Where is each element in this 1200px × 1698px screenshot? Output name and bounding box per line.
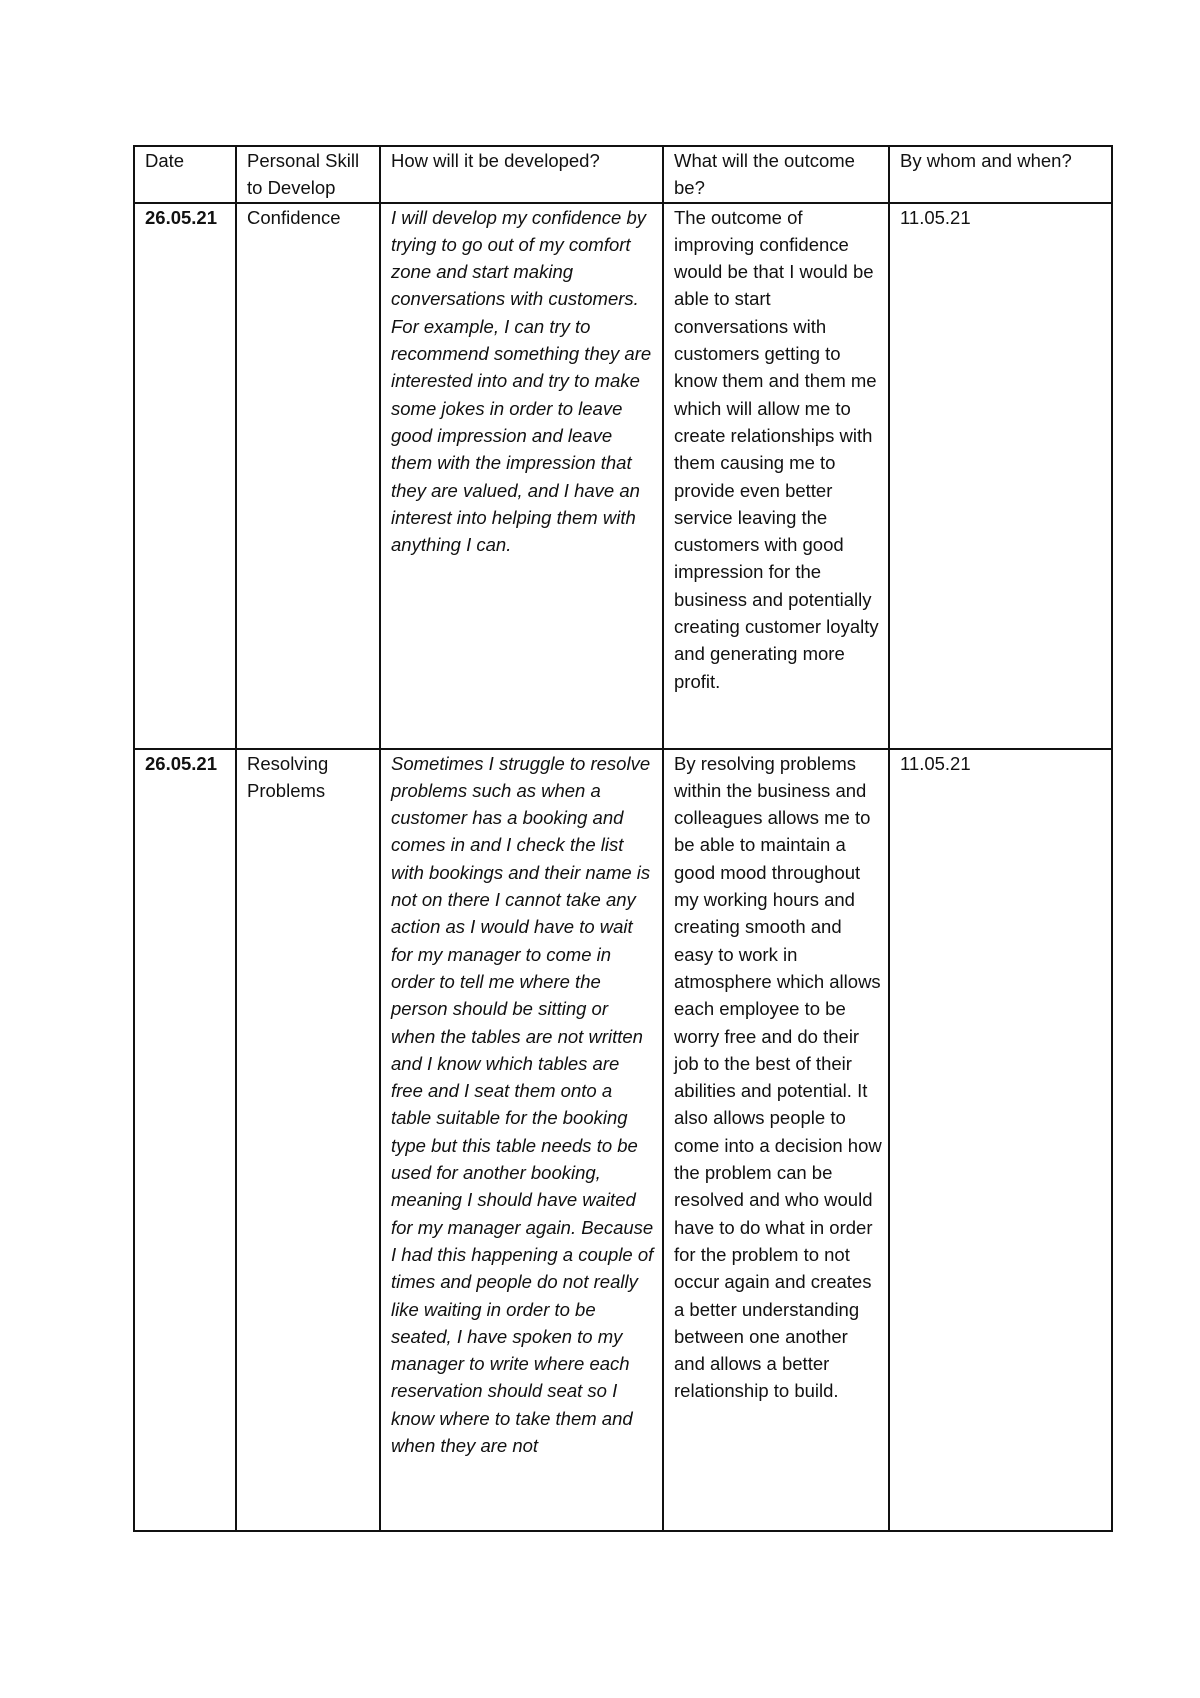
table-row — [134, 203, 1112, 749]
row-how-developed: I will develop my confidence by trying to go out of my comfort zone and start making conversations with customers. For example, I can try to recommend something they are interested into and try to make some jokes in order to leave good impression and leave them with the impression that they are valued, and I have an interest into helping them with anything I can. — [380, 203, 663, 749]
header-personal-skill: Personal Skill to Develop — [236, 146, 380, 203]
development-plan-table — [133, 145, 1113, 1532]
row-how-developed: Sometimes I struggle to resolve problems such as when a customer has a booking and comes in and I check the list with bookings and their name is not on there I cannot take any action as I would have to wait for my manager to come in order to tell me where the person should be sitting or when the tables are not written and I know which tables are free and I seat them onto a table suitable for the booking type but this table needs to be used for another booking, meaning I should have waited for my manager again. Because I had this happening a couple of times and people do not really like waiting in order to be seated, I have spoken to my manager to write where each reservation should seat so I know where to take them and when they are not — [380, 749, 663, 1531]
row-by-whom-when: 11.05.21 — [889, 203, 1112, 749]
row-outcome: The outcome of improving confidence would be that I would be able to start conversations with customers getting to know them and them me which will allow me to create relationships with them causing me to provide even better service leaving the customers with good impression for the business and potentially creating customer loyalty and generating more profit. — [663, 203, 889, 749]
table-header-row — [134, 146, 1112, 203]
header-how-developed: How will it be developed? — [380, 146, 663, 203]
table-row — [134, 749, 1112, 1531]
row-date: 26.05.21 — [134, 203, 236, 749]
row-skill: Confidence — [236, 203, 380, 749]
header-by-whom-when: By whom and when? — [889, 146, 1112, 203]
row-date: 26.05.21 — [134, 749, 236, 1531]
row-skill: Resolving Problems — [236, 749, 380, 1531]
row-outcome: By resolving problems within the business and colleagues allows me to be able to maintain a good mood throughout my working hours and creating smooth and easy to work in atmosphere which allows each employee to be worry free and do their job to the best of their abilities and potential. It also allows people to come into a decision how the problem can be resolved and who would have to do what in order for the problem to not occur again and creates a better understanding between one another and allows a better relationship to build. — [663, 749, 889, 1531]
row-by-whom-when: 11.05.21 — [889, 749, 1112, 1531]
header-outcome: What will the outcome be? — [663, 146, 889, 203]
header-date: Date — [134, 146, 236, 203]
